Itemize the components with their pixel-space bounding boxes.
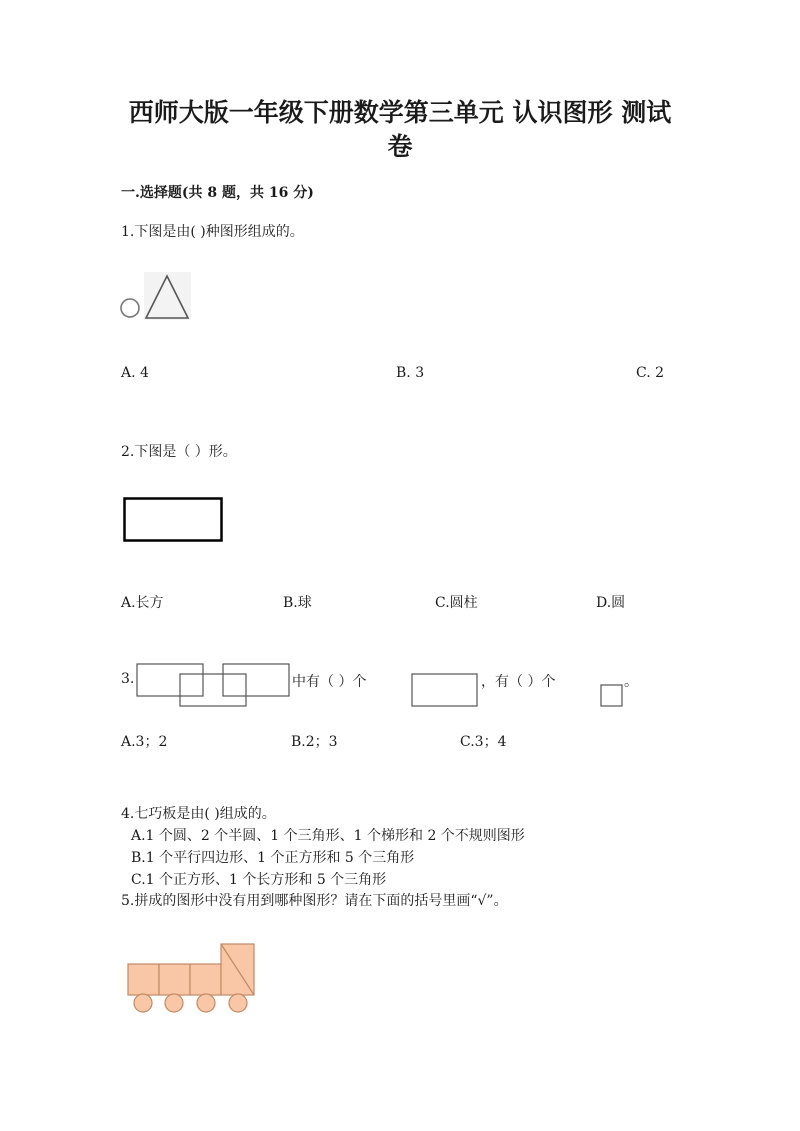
- question-3-text-2: ，有（ ）个: [481, 674, 556, 690]
- rectangle-shape: [125, 499, 222, 541]
- square-shape: [190, 964, 221, 995]
- question-1-figure: [117, 272, 197, 332]
- circle-shape: [197, 994, 215, 1012]
- figure-background: [144, 272, 191, 320]
- rectangle-shape: [180, 674, 246, 706]
- question-3-option-a[interactable]: A.3；2: [121, 734, 168, 750]
- square-shape: [128, 964, 159, 995]
- question-4-stem: 4.七巧板是由( )组成的。: [121, 806, 276, 822]
- question-3-option-c[interactable]: C.3；4: [460, 734, 507, 750]
- question-2-option-b[interactable]: B.球: [283, 595, 312, 611]
- question-1-stem: 1.下图是由( )种图形组成的。: [121, 224, 304, 240]
- question-4-option-b[interactable]: B.1 个平行四边形、1 个正方形和 5 个三角形: [131, 850, 415, 866]
- question-3-text-3: 。: [624, 674, 638, 690]
- rectangle-shape: [137, 664, 203, 696]
- circle-shape: [165, 994, 183, 1012]
- question-1-option-c[interactable]: C. 2: [636, 365, 665, 381]
- question-4-option-a[interactable]: A.1 个圆、2 个半圆、1 个三角形、1 个梯形和 2 个不规则图形: [131, 828, 525, 844]
- question-4-option-c[interactable]: C.1 个正方形、1 个长方形和 5 个三角形: [131, 872, 387, 888]
- section-heading: 一.选择题(共 8 题，共 16 分): [121, 185, 314, 201]
- question-3-number: 3.: [121, 671, 135, 687]
- question-2-stem: 2.下图是（ ）形。: [121, 444, 237, 460]
- rectangle-icon: [411, 673, 479, 707]
- square-shape: [159, 964, 190, 995]
- question-1-option-a[interactable]: A. 4: [121, 365, 149, 381]
- question-1-option-b[interactable]: B. 3: [396, 365, 425, 381]
- question-2-option-d[interactable]: D.圆: [596, 595, 626, 611]
- circle-shape: [229, 994, 247, 1012]
- question-2-option-c[interactable]: C.圆柱: [435, 595, 478, 611]
- question-3-text-1: 中有（ ）个: [292, 674, 367, 690]
- page-title: 西师大版一年级下册数学第三单元 认识图形 测试卷: [128, 98, 672, 161]
- circle-shape: [121, 299, 139, 317]
- circle-shape: [134, 994, 152, 1012]
- question-2-figure: [123, 497, 225, 543]
- rectangle-shape: [223, 664, 289, 696]
- question-3-option-b[interactable]: B.2；3: [291, 734, 338, 750]
- question-5-truck-figure: [126, 942, 261, 1022]
- question-2-option-a[interactable]: A.长方: [121, 595, 164, 611]
- question-3-composite-figure: [136, 663, 296, 708]
- square-icon: [600, 684, 624, 708]
- question-5-stem: 5.拼成的图形中没有用到哪种图形？请在下面的括号里画“√”。: [121, 893, 508, 909]
